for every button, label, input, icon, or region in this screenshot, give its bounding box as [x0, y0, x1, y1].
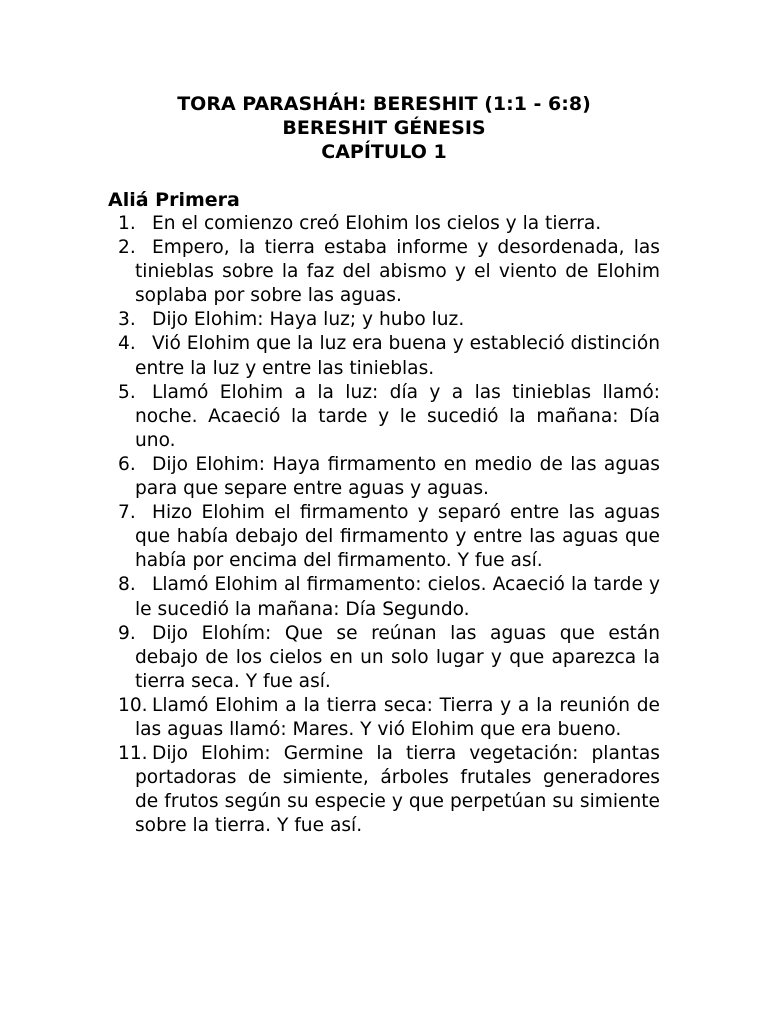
- verse-4: [118, 332, 660, 380]
- verse-number: 3.: [118, 309, 136, 331]
- verse-number: 1.: [118, 213, 136, 234]
- verse-number: 9.: [118, 622, 136, 644]
- document-title: [0, 92, 768, 164]
- verse-text: Llamó Elohim a la tierra seca: Tierra y a la reunión de las aguas llamó: Mares. Y vió Elohim que era bueno.: [135, 694, 660, 740]
- verse-9: [118, 622, 660, 694]
- verse-text: Empero, la tierra estaba informe y desordenada, las tinieblas sobre la faz del abismo y el viento de Elohim soplaba por sobre las aguas.: [135, 237, 660, 307]
- verse-number: 2.: [118, 237, 136, 259]
- title-line-1: TORA PARASHÁH: BERESHIT (1:1 - 6:8): [177, 93, 591, 115]
- verse-number: 11.: [118, 743, 148, 765]
- verse-text: Dijo Elohim: Haya luz; y hubo luz.: [152, 309, 465, 331]
- verse-text: Dijo Elohim: Haya firmamento en medio de las aguas para que separe entre aguas y aguas.: [135, 453, 660, 500]
- verse-list: [118, 212, 660, 838]
- verse-6: [118, 453, 660, 501]
- verse-text: Llamó Elohim a la luz: día y a las tinieblas llamó: noche. Acaeció la tarde y le sucedió la mañana: Día uno.: [135, 381, 660, 451]
- title-line-3: CAPÍTULO 1: [321, 141, 447, 163]
- verse-text: Hizo Elohim el firmamento y separó entre las aguas que había debajo del firmamento y entre las aguas que había por encima del firmamento. Y fue así.: [135, 502, 660, 572]
- verse-2: [118, 236, 660, 308]
- verse-10: [118, 694, 660, 742]
- verse-text: Vió Elohim que la luz era buena y estableció distinción entre la luz y entre las tinieblas.: [135, 333, 660, 379]
- title-line-2: BERESHIT GÉNESIS: [282, 117, 486, 139]
- verse-text: Dijo Elohim: Germine la tierra vegetación: plantas portadoras de simiente, árboles frutales generadores de frutos según su especie y que perpetúan su simiente sobre la tierra. Y fue así.: [135, 743, 660, 837]
- verse-number: 8.: [118, 574, 136, 596]
- verse-text: Dijo Elohím: Que se reúnan las aguas que están debajo de los cielos en un solo lugar y que aparezca la tierra seca. Y fue así.: [135, 622, 660, 692]
- verse-text: Llamó Elohim al firmamento: cielos. Acaeció la tarde y le sucedió la mañana: Día Segundo.: [135, 574, 660, 620]
- verse-number: 7.: [118, 502, 136, 524]
- verse-8: [118, 573, 660, 621]
- verse-5: [118, 381, 660, 453]
- verse-number: 10.: [118, 694, 148, 716]
- verse-number: 5.: [118, 381, 136, 403]
- section-heading: Aliá Primera: [108, 189, 240, 211]
- verse-3: [118, 308, 660, 332]
- verse-11: [118, 742, 660, 838]
- verse-number: 6.: [118, 453, 136, 475]
- verse-text: En el comienzo creó Elohim los cielos y la tierra.: [152, 213, 602, 234]
- verse-number: 4.: [118, 333, 136, 355]
- verse-7: [118, 501, 660, 573]
- verse-1: [118, 212, 660, 236]
